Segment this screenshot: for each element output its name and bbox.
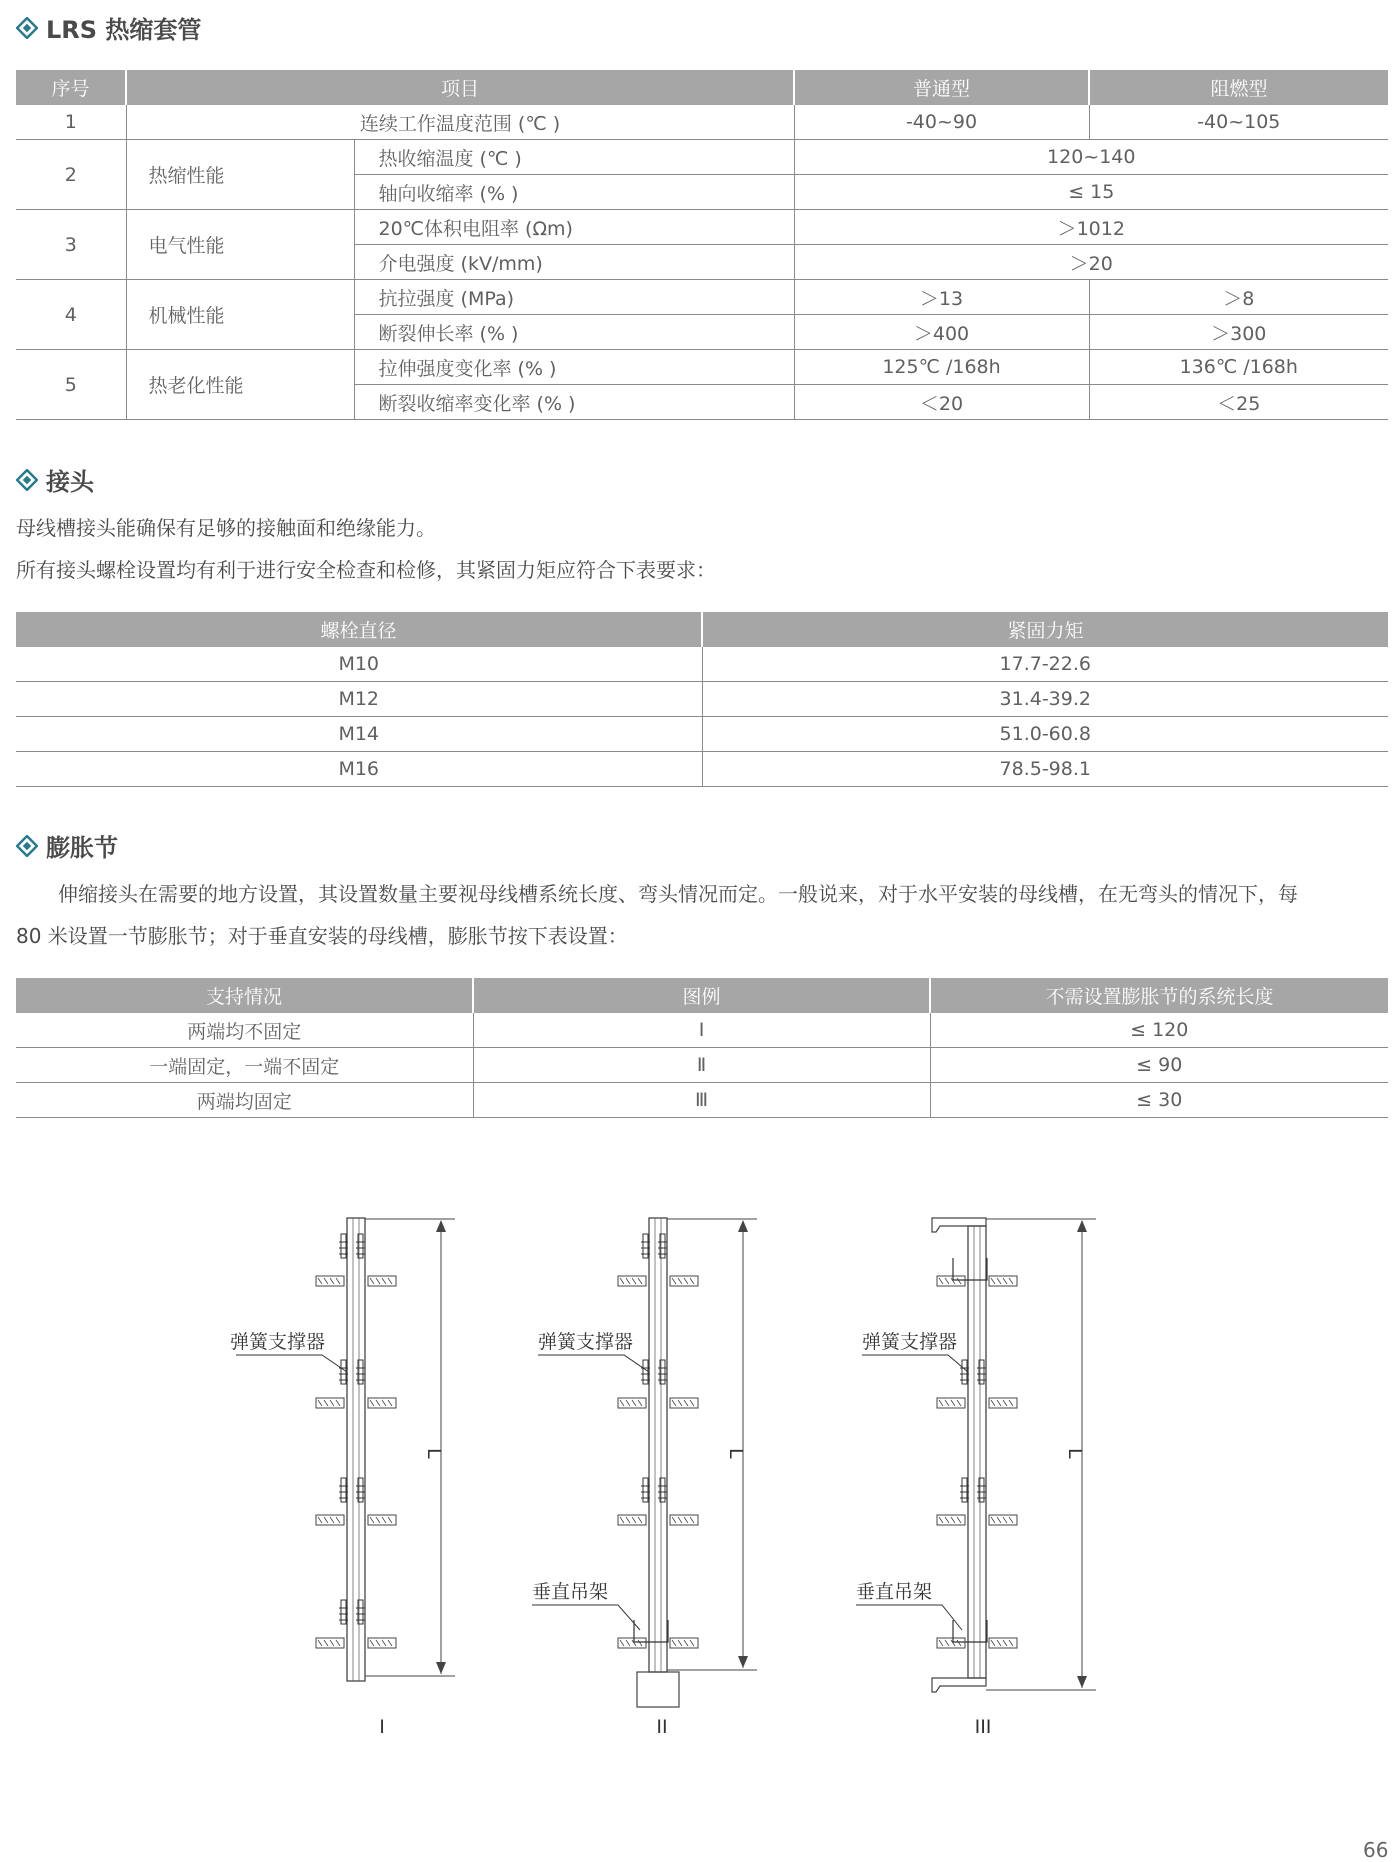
table-row [16, 1048, 1388, 1083]
table-row [16, 350, 1388, 385]
support-case: 两端均不固定 [16, 1013, 473, 1048]
table-row [16, 105, 1388, 140]
bolt-diameter: M12 [16, 682, 702, 717]
row-normal: ＞400 [794, 315, 1089, 350]
diamond-icon [16, 835, 38, 857]
section-title-text: 膨胀节 [46, 834, 118, 862]
row-item: 拉伸强度变化率 (% ) [354, 350, 794, 385]
row-item: 20℃体积电阻率 (Ωm) [354, 210, 794, 245]
section-title-lrs [16, 10, 201, 45]
section-title-expansion [16, 828, 118, 863]
table-row [16, 280, 1388, 315]
system-length: ≤ 30 [930, 1083, 1388, 1118]
table-row [16, 1083, 1388, 1118]
bolt-torque: 78.5-98.1 [702, 752, 1388, 787]
header-support: 支持情况 [16, 978, 473, 1013]
row-flame: ＞300 [1089, 315, 1388, 350]
header-no: 序号 [16, 70, 126, 105]
heat-shrink-table [16, 70, 1388, 420]
table-row [16, 1013, 1388, 1048]
header-flame: 阻燃型 [1089, 70, 1388, 105]
bolt-torque: 51.0-60.8 [702, 717, 1388, 752]
diagram-caption-I: I [379, 1716, 385, 1738]
row-item: 断裂收缩率变化率 (% ) [354, 385, 794, 420]
row-value: ≤ 15 [794, 175, 1388, 210]
row-normal: -40~90 [794, 105, 1089, 140]
bolt-diameter: M14 [16, 717, 702, 752]
row-group: 机械性能 [126, 280, 354, 350]
diagram-II [532, 1218, 757, 1707]
diagram-caption-III: III [974, 1716, 992, 1738]
spring-support-label: 弹簧支撑器 [862, 1331, 958, 1353]
row-no: 1 [16, 105, 126, 140]
vertical-hanger-label: 垂直吊架 [856, 1581, 933, 1603]
row-flame: -40~105 [1089, 105, 1388, 140]
joint-paragraph-1: 母线槽接头能确保有足够的接触面和绝缘能力。 [16, 516, 436, 540]
table-header-row [16, 978, 1388, 1013]
section-title-text: LRS 热缩套管 [46, 16, 202, 44]
support-case: 一端固定，一端不固定 [16, 1048, 473, 1083]
header-torque: 紧固力矩 [702, 612, 1388, 647]
header-normal: 普通型 [794, 70, 1089, 105]
table-row [16, 682, 1388, 717]
row-flame: ＜25 [1089, 385, 1388, 420]
header-bolt-diameter: 螺栓直径 [16, 612, 702, 647]
figure-ref: Ⅲ [473, 1083, 930, 1118]
row-item: 抗拉强度 (MPa) [354, 280, 794, 315]
row-item: 介电强度 (kV/mm) [354, 245, 794, 280]
table-row [16, 140, 1388, 175]
vertical-hanger-label: 垂直吊架 [532, 1581, 609, 1603]
table-row [16, 647, 1388, 682]
joint-paragraph-2: 所有接头螺栓设置均有利于进行安全检查和检修，其紧固力矩应符合下表要求： [16, 558, 716, 582]
page-number: 66 [1363, 1838, 1389, 1862]
support-case: 两端均固定 [16, 1083, 473, 1118]
diagram-I [236, 1218, 455, 1681]
length-label: L [1064, 1448, 1086, 1459]
spring-support-label: 弹簧支撑器 [538, 1331, 634, 1353]
table-header-row [16, 70, 1388, 105]
row-no: 2 [16, 140, 126, 210]
header-item: 项目 [126, 70, 794, 105]
row-no: 5 [16, 350, 126, 420]
row-flame: 136℃ /168h [1089, 350, 1388, 385]
bolt-diameter: M16 [16, 752, 702, 787]
header-length: 不需设置膨胀节的系统长度 [930, 978, 1388, 1013]
table-header-row [16, 612, 1388, 647]
diamond-icon [16, 469, 38, 491]
section-title-joint [16, 462, 94, 497]
row-value: ＞1012 [794, 210, 1388, 245]
bolt-torque: 31.4-39.2 [702, 682, 1388, 717]
row-normal: 125℃ /168h [794, 350, 1089, 385]
bolt-torque: 17.7-22.6 [702, 647, 1388, 682]
length-label: L [423, 1448, 445, 1459]
expansion-paragraph-line2: 80 米设置一节膨胀节；对于垂直安装的母线槽，膨胀节按下表设置： [16, 924, 628, 948]
section-title-text: 接头 [46, 468, 94, 496]
diamond-icon [16, 17, 38, 39]
row-group: 电气性能 [126, 210, 354, 280]
table-row [16, 717, 1388, 752]
row-group: 热老化性能 [126, 350, 354, 420]
row-no: 4 [16, 280, 126, 350]
bolt-torque-table [16, 612, 1388, 787]
expansion-paragraph-line1: 伸缩接头在需要的地方设置，其设置数量主要视母线槽系统长度、弯头情况而定。一般说来，对于水平安装的母线槽，在无弯头的情况下，每 [58, 882, 1298, 906]
system-length: ≤ 120 [930, 1013, 1388, 1048]
row-group: 热缩性能 [126, 140, 354, 210]
expansion-table [16, 978, 1388, 1118]
row-item: 热收缩温度 (℃ ) [354, 140, 794, 175]
row-normal: ＜20 [794, 385, 1089, 420]
header-figure: 图例 [473, 978, 930, 1013]
row-item: 断裂伸长率 (% ) [354, 315, 794, 350]
table-row [16, 210, 1388, 245]
figure-ref: Ⅱ [473, 1048, 930, 1083]
row-value: 120~140 [794, 140, 1388, 175]
figure-ref: Ⅰ [473, 1013, 930, 1048]
row-normal: ＞13 [794, 280, 1089, 315]
table-row [16, 752, 1388, 787]
expansion-joint-diagram [0, 1200, 1400, 1760]
row-value: ＞20 [794, 245, 1388, 280]
row-item: 轴向收缩率 (% ) [354, 175, 794, 210]
diagram-caption-II: II [656, 1716, 668, 1738]
spring-support-label: 弹簧支撑器 [230, 1331, 326, 1353]
row-flame: ＞8 [1089, 280, 1388, 315]
diagram-III [856, 1218, 1096, 1692]
row-no: 3 [16, 210, 126, 280]
system-length: ≤ 90 [930, 1048, 1388, 1083]
row-item: 连续工作温度范围 (℃ ) [126, 105, 794, 140]
length-label: L [725, 1448, 747, 1459]
bolt-diameter: M10 [16, 647, 702, 682]
